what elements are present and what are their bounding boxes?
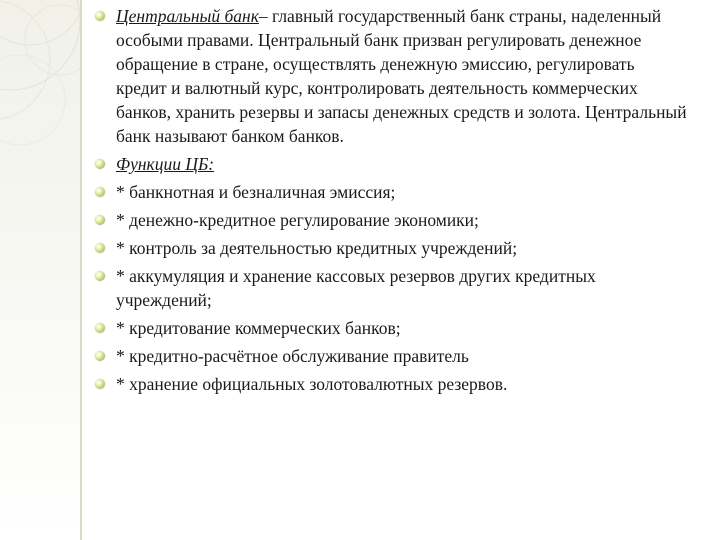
bullet-icon bbox=[95, 159, 105, 169]
bullet-icon bbox=[95, 323, 105, 333]
bullet-icon bbox=[95, 379, 105, 389]
function-text: * аккумуляция и хранение кассовых резервов других кредитных учреждений; bbox=[116, 266, 596, 310]
bullet-icon bbox=[95, 215, 105, 225]
function-item bbox=[88, 236, 688, 260]
bullet-icon bbox=[95, 351, 105, 361]
definition-item bbox=[88, 4, 688, 148]
function-text: * кредитование коммерческих банков; bbox=[116, 318, 401, 338]
bullet-icon bbox=[95, 187, 105, 197]
functions-heading: Функции ЦБ: bbox=[116, 154, 215, 174]
bullet-icon bbox=[95, 271, 105, 281]
bullet-icon bbox=[95, 243, 105, 253]
function-item bbox=[88, 344, 688, 368]
function-text: * кредитно-расчётное обслуживание правитель bbox=[116, 346, 469, 366]
definition-text: – главный государственный банк страны, наделенный особыми правами. Центральный банк призван регулировать денежное обращение в стране, осуществлять денежную эмиссию, регулировать кредит и валютный курс, контролировать деятельность коммерческих банков, хранить резервы и запасы денежных средств и золота. Центральный банк называют банком банков. bbox=[116, 6, 687, 146]
decorative-side-panel bbox=[0, 0, 80, 540]
bullet-icon bbox=[95, 11, 105, 21]
function-item bbox=[88, 264, 688, 312]
function-item bbox=[88, 208, 688, 232]
function-item bbox=[88, 372, 688, 396]
function-item bbox=[88, 180, 688, 204]
function-item bbox=[88, 316, 688, 340]
functions-heading-item bbox=[88, 152, 688, 176]
function-text: * контроль за деятельностью кредитных учреждений; bbox=[116, 238, 518, 258]
function-text: * хранение официальных золотовалютных резервов. bbox=[116, 374, 508, 394]
definition-term: Центральный банк bbox=[116, 6, 259, 26]
decorative-circles bbox=[0, 0, 80, 540]
bullet-list bbox=[88, 4, 688, 396]
function-text: * банкнотная и безналичная эмиссия; bbox=[116, 182, 396, 202]
slide-content bbox=[88, 4, 688, 400]
function-text: * денежно-кредитное регулирование экономики; bbox=[116, 210, 479, 230]
vertical-divider bbox=[80, 0, 82, 540]
